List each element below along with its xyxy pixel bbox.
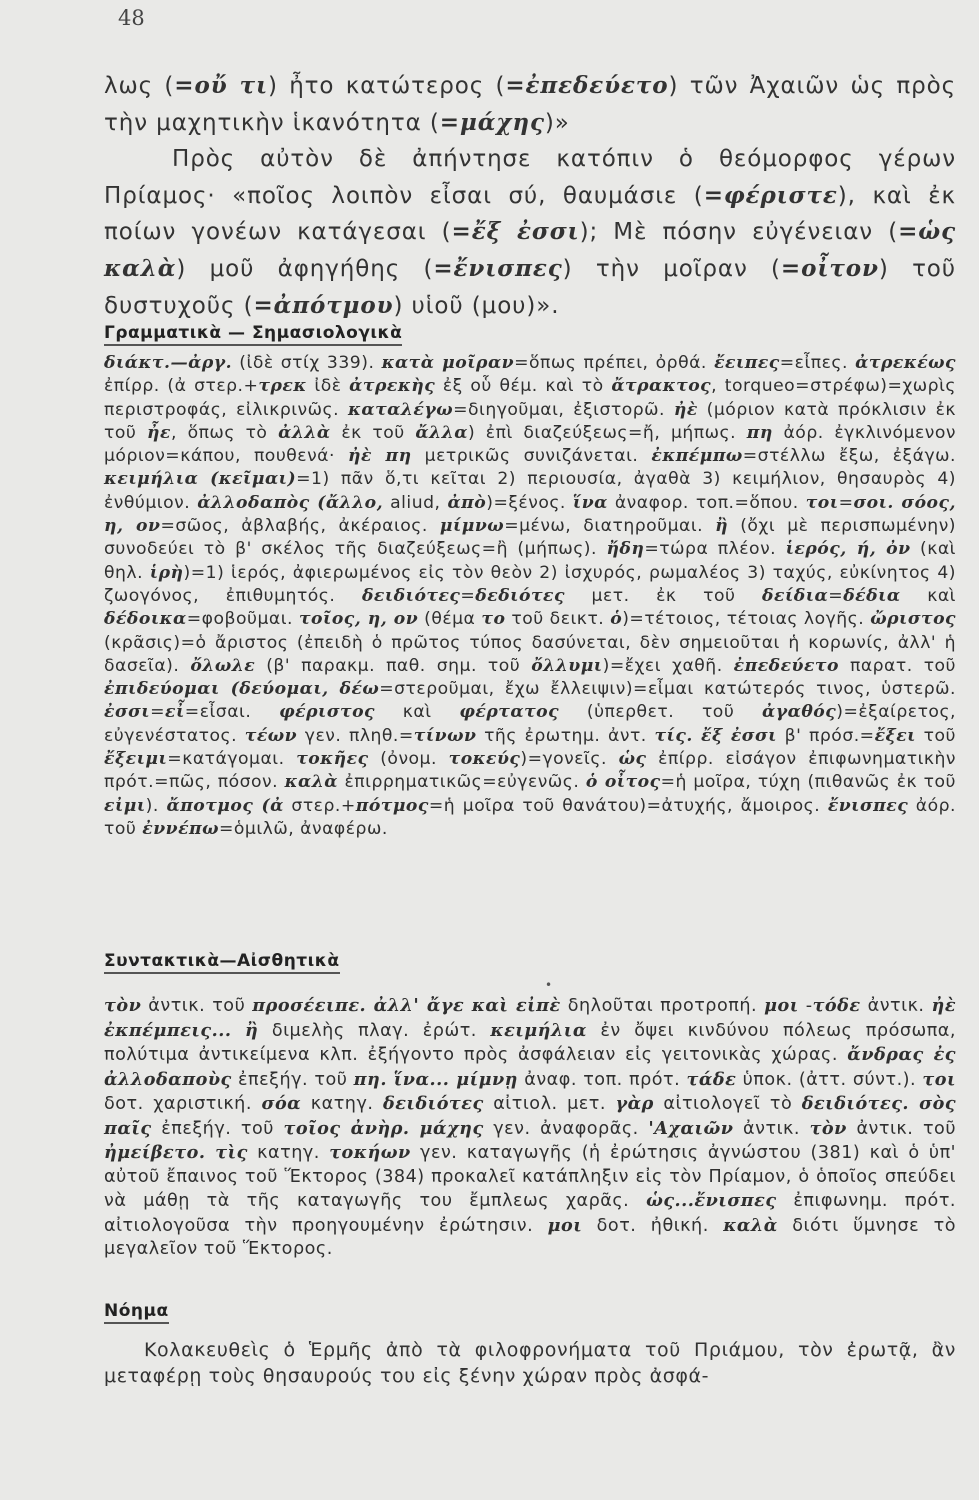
lemma-term: ἐπιδεύομαι (δεύομαι, δέω bbox=[104, 679, 380, 700]
heading-grammar: Γραμματικὰ — Σημασιολογικὰ bbox=[104, 322, 402, 346]
lemma-term: ἠμείβετο. τὶς bbox=[104, 1142, 248, 1163]
lemma-term: δειδιότες bbox=[383, 1093, 484, 1114]
lemma-term: ἔξει bbox=[874, 725, 916, 746]
lemma-term: ἢ bbox=[245, 1019, 259, 1041]
lemma-term: ἀλλὰ bbox=[278, 422, 331, 443]
lemma-term: ὡς...ἔνισπες bbox=[646, 1190, 777, 1211]
lemma-term: ἱερός, ή, ὀν bbox=[785, 539, 911, 560]
lemma-term: καλὰ bbox=[284, 772, 338, 793]
lemma-term: διάκτ.—ἀργ. bbox=[104, 353, 233, 373]
lemma-term: φέριστος bbox=[279, 702, 376, 723]
lemma-term: μοι bbox=[764, 995, 799, 1016]
lemma-term: ἐννέπω bbox=[142, 818, 219, 839]
lemma-term: τάδε bbox=[686, 1068, 737, 1090]
lemma-term: ἀτρεκέως bbox=[855, 353, 956, 373]
lemma-term: =ὡς καλὰ bbox=[104, 218, 956, 282]
lemma-term: καλὰ bbox=[723, 1214, 778, 1236]
lemma-term: τὸν bbox=[104, 995, 142, 1016]
lemma-term: ἄτρακτος bbox=[611, 376, 712, 397]
lemma-term: ἠὲ ἐκπέμπεις... bbox=[104, 995, 957, 1041]
lemma-term: ἤδη bbox=[606, 539, 645, 560]
lemma-term: τοι bbox=[805, 492, 839, 513]
lemma-term: ἦε bbox=[146, 422, 171, 443]
lemma-term: =μάχης bbox=[439, 108, 545, 136]
lemma-term: τρεκ bbox=[258, 376, 307, 397]
lemma-term: εἶ bbox=[165, 702, 185, 723]
lemma-term: ἔνισπες bbox=[827, 795, 909, 816]
lemma-term: ἀτρεκὴς bbox=[349, 376, 436, 397]
lemma-term: ἠὲ bbox=[673, 399, 698, 420]
lemma-term: μίμνω bbox=[439, 516, 505, 537]
lemma-term: ἠὲ πη bbox=[348, 446, 412, 467]
lemma-term: ὁ οἶτος bbox=[585, 772, 661, 793]
main-paragraph-2: Πρὸς αὐτὸν δὲ ἀπήντησε κατόπιν ὁ θεόμορφος γέρων Πρίαμος· «ποῖος λοιπὸν εἶσαι σύ, θαυμάσιε (=φέριστε), καὶ ἐκ ποίων γονέων κατάγεσαι (=ἔξ ἐσσι); Μὲ πόσην εὐγένειαν (=ὡς καλὰ) μοῦ ἀφηγήθης (=ἔνισπες) τὴν μοῖραν (=οἶτον) τοῦ δυστυχοῦς (=ἀπότμου) υἱοῦ (μου)». bbox=[104, 146, 957, 319]
page-number: 48 bbox=[118, 6, 145, 30]
lemma-term: τὸν bbox=[809, 1117, 847, 1139]
lemma-term: σοι. σόος, η, ον bbox=[104, 492, 956, 537]
lemma-term: τοῖος, η, ον bbox=[298, 609, 419, 630]
lemma-term: τόδε bbox=[812, 995, 861, 1016]
lemma-term: εἰμι bbox=[104, 795, 146, 816]
lemma-term: πη bbox=[746, 422, 773, 443]
lemma-term: ὄλλυμι bbox=[531, 655, 603, 676]
lemma-term: μοι bbox=[547, 1214, 583, 1236]
lemma-term: ἀπὸ bbox=[447, 492, 487, 513]
lemma-term: δέδοικα bbox=[104, 609, 187, 630]
lemma-term: ἔξειμι bbox=[104, 749, 168, 770]
lemma-term: ἵνα bbox=[572, 492, 608, 513]
lemma-term: τοκήων bbox=[329, 1142, 411, 1163]
lemma-term: δειδιότες bbox=[361, 585, 461, 606]
lemma-term: ὤριστος bbox=[870, 609, 956, 630]
lemma-term: φέρτατος bbox=[459, 702, 560, 723]
lemma-term: ὄλωλε bbox=[190, 655, 256, 676]
lemma-term: ὁ bbox=[610, 609, 623, 630]
lemma-term: καταλέγω bbox=[347, 399, 454, 420]
lemma-term: το bbox=[481, 609, 506, 630]
lemma-term: τοκῆες bbox=[296, 749, 369, 770]
lemma-term: ἄλλα bbox=[415, 422, 468, 443]
lemma-term: =ἐπεδεύετο bbox=[505, 72, 669, 99]
lemma-term: =οὔ τι bbox=[174, 72, 268, 99]
lemma-term: ἀλλοδαπὸς (ἄλλο, bbox=[197, 492, 384, 513]
lemma-term: κειμήλια (κεῖμαι) bbox=[104, 469, 297, 490]
heading-syntax: Συντακτικὰ—Αἰσθητικὰ bbox=[104, 950, 340, 974]
lemma-term: ἄποτμος (ἀ bbox=[166, 795, 284, 816]
lemma-term: τοκεύς bbox=[448, 749, 521, 770]
grammar-notes bbox=[104, 352, 956, 841]
lemma-term: ἀγαθός bbox=[762, 702, 837, 723]
lemma-term: πη. ἵνα... μίμνῃ bbox=[353, 1068, 518, 1090]
lemma-term: 'Αχαιῶν bbox=[648, 1117, 734, 1139]
lemma-term: =ἔνισπες bbox=[433, 254, 563, 282]
lemma-term: τίς. ἔξ ἐσσι bbox=[654, 725, 777, 746]
lemma-term: =φέριστε bbox=[703, 181, 838, 209]
lemma-term: ὡς bbox=[618, 749, 647, 770]
lemma-term: τοῖος ἀνὴρ. μάχης bbox=[283, 1117, 484, 1139]
lemma-term: προσέειπε. ἀλλ' ἄγε καὶ εἰπὲ bbox=[252, 995, 561, 1016]
lemma-term: κατὰ μοῖραν bbox=[381, 353, 515, 373]
lemma-term: ἄνδρας ἐς ἀλλοδαποὺς bbox=[104, 1044, 957, 1090]
lemma-term: σόα bbox=[261, 1093, 302, 1114]
syntax-notes-text: τὸν ἀντικ. τοῦ προσέειπε. ἀλλ' ἄγε καὶ εἰπὲ δηλοῦται προτροπή. μοι -τόδε ἀντικ. ἠὲ ἐκπέμπεις... ἢ διμελὴς πλαγ. ἐρώτ. κειμήλια ἐν ὄψει κινδύνου πόλεως πρόσωπα, πολύτιμα ἀντικείμενα κλπ. ἐξήγοντο πρὸς ἀσφάλειαν εἰς γειτονικὰς χώρας. ἄνδρας ἐς ἀλλοδαποὺς ἐπεξήγ. τοῦ πη. ἵνα... μίμνῃ ἀναφ. τοπ. πρότ. τάδε ὑποκ. (ἀττ. σύντ.). τοι δοτ. χαριστική. σόα κατηγ. δειδιότες αἰτιολ. μετ. γὰρ αἰτιολογεῖ τὸ δειδιότες. σὸς παῖς ἐπεξήγ. τοῦ τοῖος ἀνὴρ. μάχης γεν. ἀναφορᾶς. 'Αχαιῶν ἀντικ. τὸν ἀντικ. τοῦ ἠμείβετο. τὶς κατηγ. τοκήων γεν. καταγωγῆς (ἡ ἐρώτησις ἀγνώστου (381) καὶ ὁ ὑπ' αὐτοῦ ἔπαινος τοῦ Ἕκτορος (384) προκαλεῖ κατάπληξιν εἰς τὸν Πρίαμον, ὁ ὁποῖος σπεύδει νὰ μάθῃ τὰ τῆς καταγωγῆς του ἔμπλεως χαρᾶς. ὡς...ἔνισπες ἐπιφωνημ. πρότ. αἰτιολογοῦσα τὴν προηγουμένην ἐρώτησιν. μοι δοτ. ἠθική. καλὰ διότι ὕμνησε τὸ μεγαλεῖον τοῦ Ἕκτορος. bbox=[104, 995, 957, 1259]
lemma-term: δειδιότες. σὸς παῖς bbox=[104, 1093, 957, 1139]
lemma-term: τοι bbox=[922, 1068, 956, 1090]
ornament-dot: • bbox=[545, 978, 553, 992]
lemma-term: =οἶτον bbox=[780, 254, 879, 282]
grammar-notes-text: διάκτ.—ἀργ. (ἰδὲ στίχ 339). κατὰ μοῖραν=ὅπως πρέπει, ὀρθά. ἔειπες=εἶπες. ἀτρεκέως ἐπίρρ. (ἀ στερ.+τρεκ ἰδὲ ἀτρεκὴς ἐξ οὗ θέμ. καὶ τὸ ἄτρακτος, torqueo=στρέφω)=χωρὶς περιστροφάς, εἰλικρινῶς. καταλέγω=διηγοῦμαι, ἐξιστορῶ. ἠὲ (μόριον κατὰ πρόκλισιν ἐκ τοῦ ἦε, ὅπως τὸ ἀλλὰ ἐκ τοῦ ἄλλα) ἐπὶ διαζεύξεως=ἤ, μήπως. πη ἀόρ. ἐγκλινόμενον μόριον=κάπου, πουθενά· ἠὲ πη μετρικῶς συνιζάνεται. ἐκπέμπω=στέλλω ἔξω, ἐξάγω. κειμήλια (κεῖμαι)=1) πᾶν ὅ,τι κεῖται 2) περιουσία, ἀγαθὰ 3) κειμήλιον, θησαυρὸς 4) ἐνθύμιον. ἀλλοδαπὸς (ἄλλο, aliud, ἀπὸ)=ξένος. ἵνα ἀναφορ. τοπ.=ὅπου. τοι=σοι. σόος, η, ον=σῶος, ἀβλαβής, ἀκέραιος. μίμνω=μένω, διατηροῦμαι. ἢ (ὄχι μὲ περισπωμένην) συνοδεύει τὸ β' σκέλος τῆς διαζεύξεως=ἢ (μήπως). ἤδη=τώρα πλέον. ἱερός, ή, ὀν (καὶ θηλ. ἱρὴ)=1) ἱερός, ἀφιερωμένος εἰς τὸν θεὸν 2) ἰσχυρός, ρωμαλέος 3) ταχύς, εὐκίνητος 4) ζωογόνος, ἐπιθυμητός. δειδιότες=δεδιότες μετ. ἐκ τοῦ δείδια=δέδια καὶ δέδοικα=φοβοῦμαι. τοῖος, η, ον (θέμα το τοῦ δεικτ. ὁ)=τέτοιος, τέτοιας λογῆς. ὤριστος (κρᾶσις)=ὁ ἄριστος (ἐπειδὴ ὁ πρῶτος τύπος δασύνεται, δὲν σημειοῦται ἡ κορωνίς, ἀλλ' ἡ δασεῖα). ὄλωλε (β' παρακμ. παθ. σημ. τοῦ ὄλλυμι)=ἔχει χαθῆ. ἐπεδεύετο παρατ. τοῦ ἐπιδεύομαι (δεύομαι, δέω=στεροῦμαι, ἔχω ἔλλειψιν)=εἶμαι κατώτερός τινος, ὑστερῶ. ἐσσι=εἶ=εἶσαι. φέριστος καὶ φέρτατος (ὑπερθετ. τοῦ ἀγαθός)=ἐξαίρετος, εὐγενέστατος. τέων γεν. πληθ.=τίνων τῆς ἐρωτημ. ἀντ. τίς. ἔξ ἐσσι β' πρόσ.=ἔξει τοῦ ἔξειμι=κατάγομαι. τοκῆες (ὀνομ. τοκεύς)=γονεῖς. ὡς ἐπίρρ. εἰσάγον ἐπιφωνηματικὴν πρότ.=πῶς, πόσον. καλὰ ἐπιρρηματικῶς=εὐγενῶς. ὁ οἶτος=ἡ μοῖρα, τύχη (πιθανῶς ἐκ τοῦ εἰμι). ἄποτμος (ἀ στερ.+πότμος=ἡ μοῖρα τοῦ θανάτου)=ἀτυχής, ἄμοιρος. ἔνισπες ἀόρ. τοῦ ἐννέπω=ὁμιλῶ, ἀναφέρω. bbox=[104, 353, 957, 839]
main-text bbox=[104, 68, 956, 324]
lemma-term: =ἀπότμου bbox=[253, 291, 394, 319]
lemma-term: δέδια bbox=[843, 585, 901, 606]
meaning-text bbox=[104, 1337, 956, 1389]
lemma-term: γὰρ bbox=[615, 1093, 654, 1114]
lemma-term: πότμος bbox=[355, 795, 429, 816]
lemma-term: ἐσσι bbox=[104, 702, 151, 723]
syntax-notes bbox=[104, 994, 956, 1262]
lemma-term: ἢ bbox=[715, 516, 729, 537]
lemma-term: ἔειπες bbox=[714, 353, 780, 373]
main-paragraph-1: λως (=οὔ τι) ἦτο κατώτερος (=ἐπεδεύετο) τῶν Ἀχαιῶν ὡς πρὸς τὴν μαχητικὴν ἱκανότητα (=μάχης)» bbox=[104, 72, 956, 136]
heading-meaning: Νόημα bbox=[104, 1300, 169, 1324]
lemma-term: τίνων bbox=[413, 725, 477, 746]
lemma-term: κειμήλια bbox=[490, 1019, 587, 1041]
lemma-term: δείδια bbox=[762, 585, 829, 606]
meaning-paragraph: Κολακευθεὶς ὁ Ἑρμῆς ἀπὸ τὰ φιλοφρονήματα τοῦ Πριάμου, τὸν ἐρωτᾷ, ἂν μεταφέρῃ τοὺς θησαυρούς του εἰς ξένην χώραν πρὸς ἀσφά- bbox=[104, 1339, 956, 1387]
lemma-term: δεδιότες bbox=[475, 585, 565, 606]
lemma-term: ἐκπέμπω bbox=[651, 446, 743, 467]
lemma-term: ἐπεδεύετο bbox=[733, 655, 839, 676]
lemma-term: τέων bbox=[244, 725, 298, 746]
lemma-term: =ἔξ ἐσσι bbox=[451, 218, 580, 246]
lemma-term: ἱρὴ bbox=[149, 562, 184, 583]
